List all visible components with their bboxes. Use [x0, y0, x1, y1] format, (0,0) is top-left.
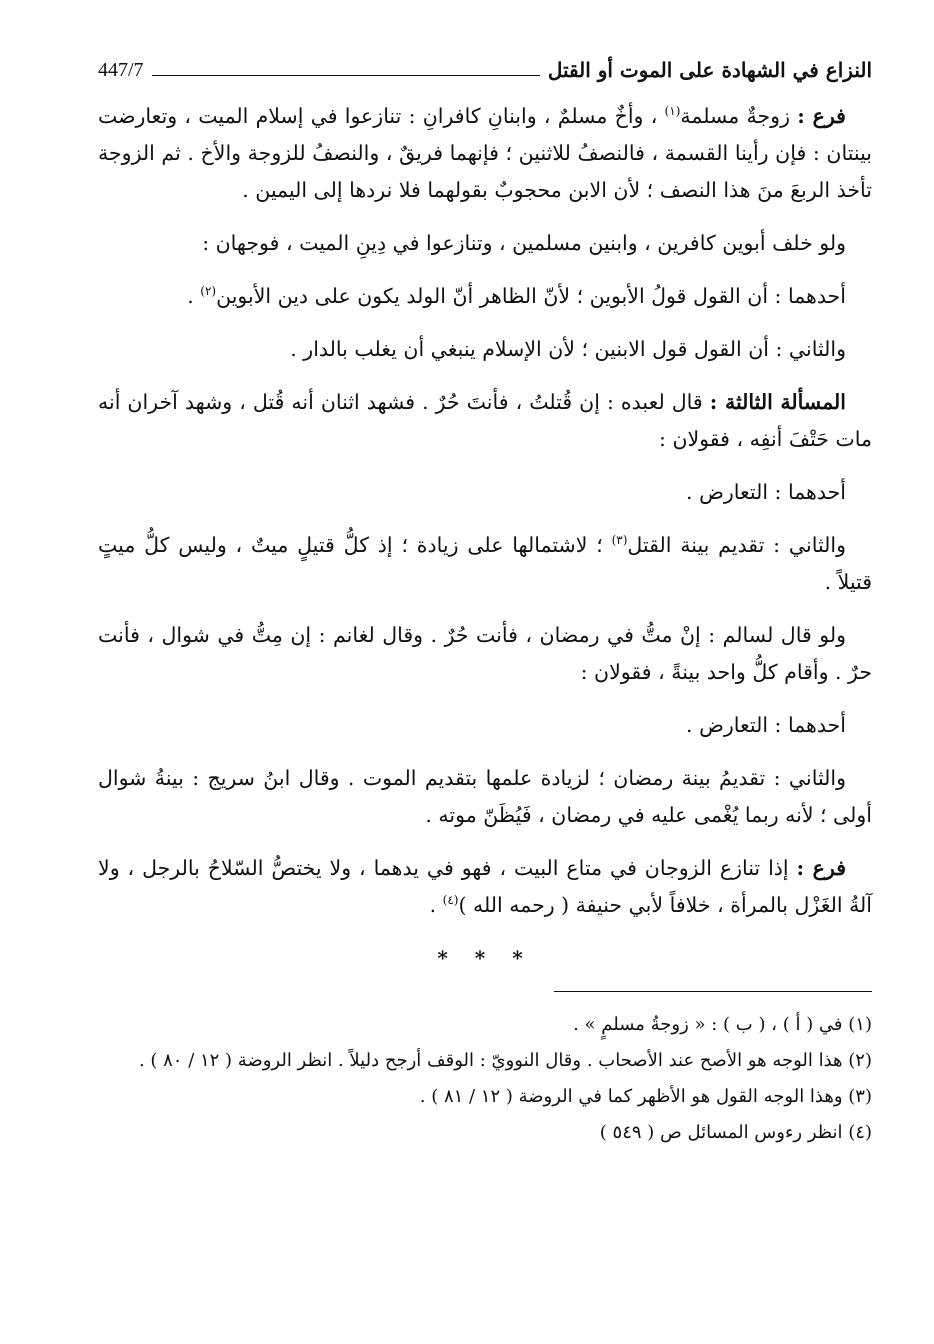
header-rule — [152, 74, 540, 76]
running-header — [98, 40, 872, 80]
paragraph-text: والثاني : أن القول قول الابنين ؛ لأن الإسلام ينبغي أن يغلب بالدار . — [290, 337, 846, 361]
paragraph-far-2 — [98, 850, 872, 924]
footnote-ref-3[interactable]: (٣) — [611, 533, 628, 548]
paragraph-second-view — [98, 331, 872, 368]
footnote-1: (١) في ( أ ) ، ( ب ) : « زوجةُ مسلمٍ » . — [573, 1014, 872, 1035]
paragraph-first-conflict — [98, 474, 872, 511]
paragraph-text: ولو قال لسالم : إنْ متُّ في رمضان ، فأنت حُرٌ . وقال لغانم : إن مِتُّ في شوال ، فأنت حرٌ . وأقام كلُّ واحد بينةً ، فقولان : — [98, 623, 872, 684]
paragraph-salim-ghanim — [98, 617, 872, 691]
paragraph-text: ؛ لاشتمالها على زيادة ؛ إذ كلُّ قتيلٍ ميتٌ ، وليس كلُّ ميتٍ قتيلاً . — [98, 533, 872, 594]
footnote-ref-1[interactable]: (١) — [664, 104, 681, 119]
footnote-2: (٢) هذا الوجه هو الأصح عند الأصحاب . وقال النوويّ : الوقف أرجح دليلاً . انظر الروضة ( ١٢ / ٨٠ ) . — [138, 1050, 872, 1071]
paragraph-text: . — [187, 284, 201, 308]
paragraph-text: والثاني : تقديمُ بينة رمضان ؛ لزيادة علمها بتقديم الموت . وقال ابنُ سريج : بينةُ شوال أولى ؛ لأنه ربما يُغْمى عليه في رمضان ، فَيُظَنّ موته . — [98, 766, 872, 827]
paragraph-masala-3 — [98, 384, 872, 458]
paragraph-text: إذا تنازع الزوجان في متاع البيت ، فهو في يدهما ، ولا يختصُّ السّلاحُ بالرجل ، ولا آلةُ الغَزْل بالمرأة ، خلافاً لأبي حنيفة ( رحمه الله ) — [98, 856, 872, 917]
footnote-4: (٤) انظر رءوس المسائل ص ( ٥٤٩ ) — [599, 1122, 872, 1143]
footnote-ref-4[interactable]: (٤) — [442, 893, 459, 908]
page-number: 447/7 — [98, 59, 144, 81]
paragraph-lead: فرع : — [796, 856, 846, 880]
paragraph-second-killing — [98, 527, 872, 601]
paragraph-second-ramadan — [98, 760, 872, 834]
paragraph-lead: المسألة الثالثة : — [709, 390, 846, 414]
paragraph-parents — [98, 225, 872, 262]
paragraph-text: ، وأخٌ مسلمٌ ، وابنانِ كافرانِ : تنازعوا في إسلام الميت ، وتعارضت بينتان : فإن رأينا القسمة ، فالنصفُ للاثنين ؛ فإنهما فريقٌ ، والنصفُ للزوجة والأخ . ثم الزوجة تأخذ الربعَ منَ هذا النصف ؛ لأن الابن محجوبٌ بقولهما فلا نردها إلى اليمين . — [98, 104, 872, 202]
paragraph-text: . — [429, 893, 443, 917]
header-title: النزاع في الشهادة على الموت أو القتل — [547, 58, 872, 82]
main-text — [98, 98, 872, 977]
paragraph-text: والثاني : تقديم بينة القتل — [627, 533, 846, 557]
paragraph-text: أحدهما : التعارض . — [686, 480, 846, 504]
footnote-rule — [554, 991, 872, 992]
paragraph-first-conflict-2 — [98, 707, 872, 744]
paragraph-far-1 — [98, 98, 872, 209]
paragraph-first-view — [98, 278, 872, 315]
paragraph-text: أحدهما : التعارض . — [686, 713, 846, 737]
paragraph-text: ولو خلف أبوين كافرين ، وابنين مسلمين ، وتنازعوا في دِينِ الميت ، فوجهان : — [202, 231, 846, 255]
paragraph-text: زوجةٌ مسلمة — [680, 104, 798, 128]
paragraph-text: أحدهما : أن القول قولُ الأبوين ؛ لأنّ الظاهر أنّ الولد يكون على دين الأبوين — [216, 284, 846, 308]
footnotes — [98, 1014, 872, 1144]
paragraph-text: قال لعبده : إن قُتلتُ ، فأنتَ حُرٌ . فشهد اثنان أنه قُتل ، وشهد آخران أنه مات حَتْفَ أنفِه ، فقولان : — [98, 390, 872, 451]
section-separator: * * * — [437, 946, 533, 970]
footnote-3: (٣) وهذا الوجه القول هو الأظهر كما في الروضة ( ١٢ / ٨١ ) . — [419, 1086, 872, 1107]
footnote-ref-2[interactable]: (٢) — [200, 284, 217, 299]
paragraph-lead: فرع : — [797, 104, 846, 128]
